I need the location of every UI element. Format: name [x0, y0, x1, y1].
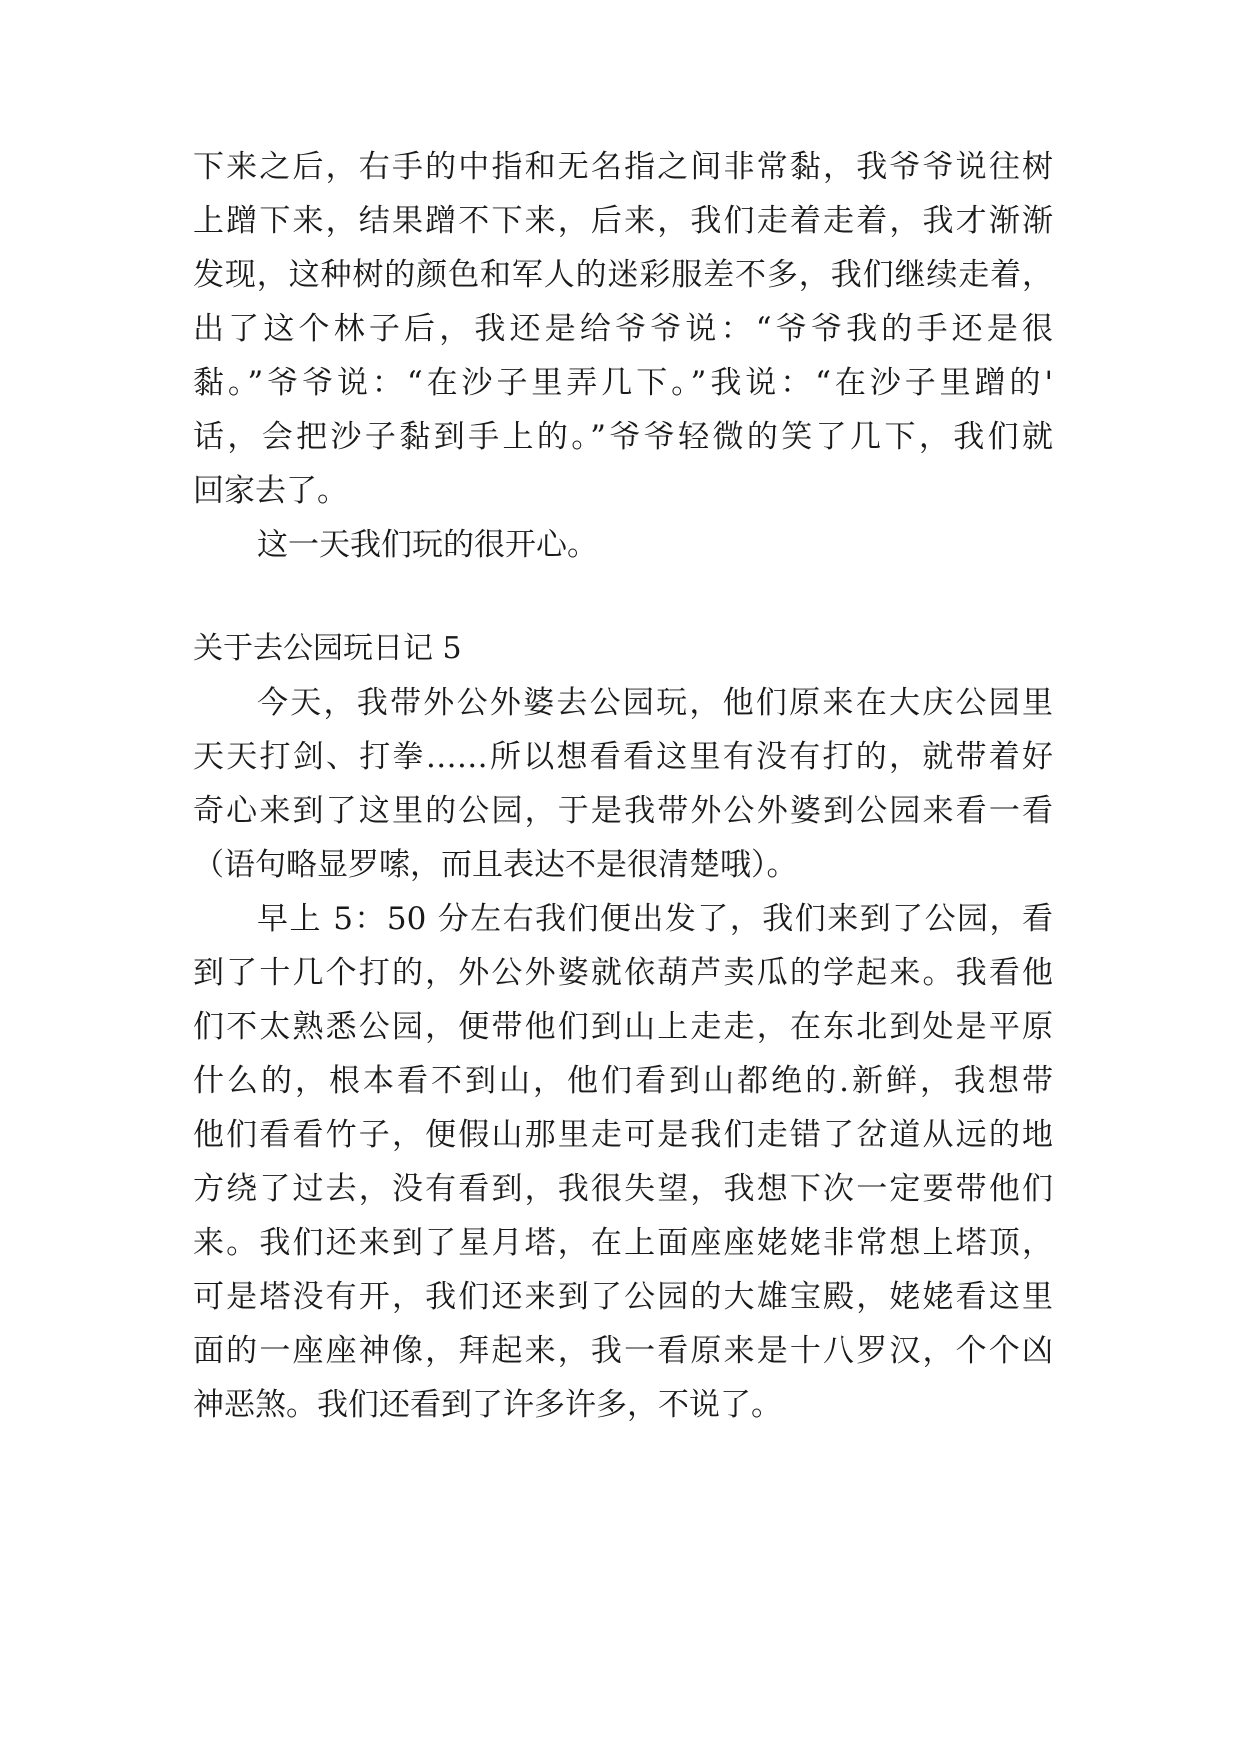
text-line: （语句略显罗嗦，而且表达不是很清楚哦）。 [193, 847, 798, 883]
text-line: 回家去了。 [193, 473, 348, 509]
text-line: 发现，这种树的颜色和军人的迷彩服差不多，我们继续走着， [193, 257, 1053, 293]
text-line: 神恶煞。我们还看到了许多许多，不说了。 [193, 1387, 782, 1423]
text-line: 上蹭下来，结果蹭不下来，后来，我们走着走着，我才渐渐 [193, 203, 1053, 239]
closing-line: 这一天我们玩的很开心。 [257, 527, 598, 563]
text-line: 早上 5：50 分左右我们便出发了，我们来到了公园，看 [257, 901, 1053, 937]
text-line: 话，会把沙子黏到手上的。”爷爷轻微的笑了几下，我们就 [193, 419, 1053, 455]
text-line: 来。我们还来到了星月塔，在上面座座姥姥非常想上塔顶， [193, 1225, 1053, 1261]
text-line: 黏。”爷爷说：“在沙子里弄几下。”我说：“在沙子里蹭的' [193, 365, 1053, 401]
text-line: 今天，我带外公外婆去公园玩，他们原来在大庆公园里 [257, 685, 1053, 721]
text-line: 什么的，根本看不到山，他们看到山都绝的.新鲜，我想带 [193, 1063, 1053, 1099]
text-line: 下来之后，右手的中指和无名指之间非常黏，我爷爷说往树 [193, 149, 1053, 185]
entry-title: 关于去公园玩日记 5 [193, 631, 462, 666]
text-line: 天天打剑、打拳……所以想看看这里有没有打的，就带着好 [193, 739, 1053, 775]
text-line: 可是塔没有开，我们还来到了公园的大雄宝殿，姥姥看这里 [193, 1279, 1053, 1315]
text-line: 奇心来到了这里的公园，于是我带外公外婆到公园来看一看 [193, 793, 1053, 829]
text-line: 出了这个林子后，我还是给爷爷说：“爷爷我的手还是很 [193, 311, 1053, 347]
text-line: 们不太熟悉公园，便带他们到山上走走，在东北到处是平原 [193, 1009, 1053, 1045]
text-line: 方绕了过去，没有看到，我很失望，我想下次一定要带他们 [193, 1171, 1053, 1207]
text-line: 面的一座座神像，拜起来，我一看原来是十八罗汉，个个凶 [193, 1333, 1053, 1369]
text-line: 他们看看竹子，便假山那里走可是我们走错了岔道从远的地 [193, 1117, 1053, 1153]
text-line: 到了十几个打的，外公外婆就依葫芦卖瓜的学起来。我看他 [193, 955, 1053, 991]
